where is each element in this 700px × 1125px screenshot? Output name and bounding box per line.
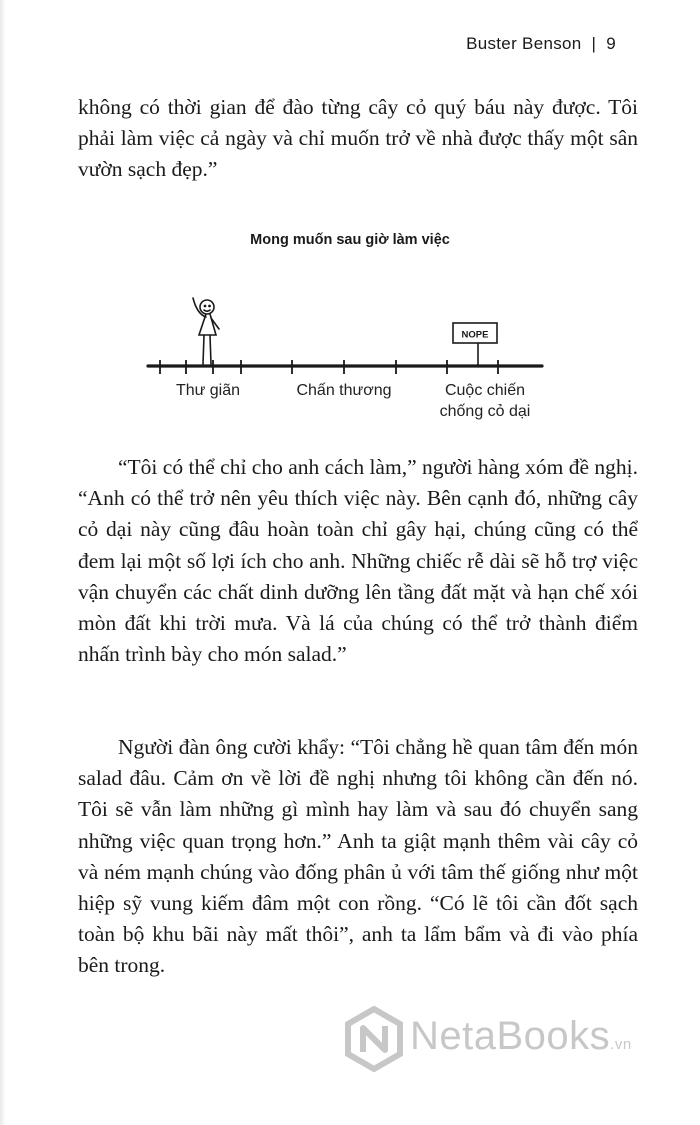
timeline-label-weed-war xyxy=(430,380,540,422)
netabooks-logo-icon xyxy=(344,1006,404,1072)
watermark-brand: NetaBooks xyxy=(410,1014,611,1058)
timeline-label-weed-war-line1: Cuộc chiến xyxy=(444,382,526,399)
nope-sign-icon xyxy=(453,323,497,366)
header-page-number: 9 xyxy=(606,34,616,53)
header-author: Buster Benson xyxy=(466,34,582,53)
diagram-title: Mong muốn sau giờ làm việc xyxy=(250,232,450,248)
timeline-label-relax: Thư giãn xyxy=(175,382,241,399)
running-header xyxy=(466,34,616,54)
timeline-label-weed-war-line2: chống cỏ dại xyxy=(439,403,531,420)
watermark-text xyxy=(410,1014,632,1059)
page-edge-shadow xyxy=(0,0,6,1125)
stick-figure-icon xyxy=(193,298,219,364)
watermark xyxy=(340,1000,680,1080)
timeline-label-injury: Chấn thương xyxy=(296,382,392,399)
watermark-suffix: .vn xyxy=(610,1036,632,1053)
header-separator: | xyxy=(591,34,597,53)
paragraph-1: không có thời gian để đào từng cây cỏ quý báu này được. Tôi phải làm việc cả ngày và chỉ muốn trở về nhà được thấy một sân vườn sạch đẹp.” xyxy=(78,95,638,182)
paragraph-3: Người đàn ông cười khẩy: “Tôi chẳng hề quan tâm đến món salad đâu. Cảm ơn về lời đề nghị nhưng tôi không cần đến nó. Tôi sẽ vẫn làm những gì mình hay làm và sau đó chuyển sang những việc quan trọng hơn.” Anh ta giật mạnh thêm vài cây cỏ và ném mạnh chúng vào đống phân ủ với tâm thế giống như một hiệp sỹ vung kiếm đâm một con rồng. “Có lẽ tôi cần đốt sạch toàn bộ khu bãi này mất thôi”, anh ta lẩm bẩm và đi vào phía bên trong. xyxy=(78,735,638,978)
nope-sign-text: NOPE xyxy=(461,329,489,341)
paragraph-2: “Tôi có thể chỉ cho anh cách làm,” người hàng xóm đề nghị. “Anh có thể trở nên yêu thích việc này. Bên cạnh đó, những cây cỏ dại này cũng đâu hoàn toàn chỉ gây hại, chúng cũng có thể đem lại một số lợi ích cho anh. Những chiếc rễ dài sẽ hỗ trợ việc vận chuyển các chất dinh dưỡng lên tầng đất mặt và hạn chế xói mòn đất khi trời mưa. Và lá của chúng có thể trở thành điểm nhấn trình bày cho món salad.” xyxy=(78,455,638,667)
